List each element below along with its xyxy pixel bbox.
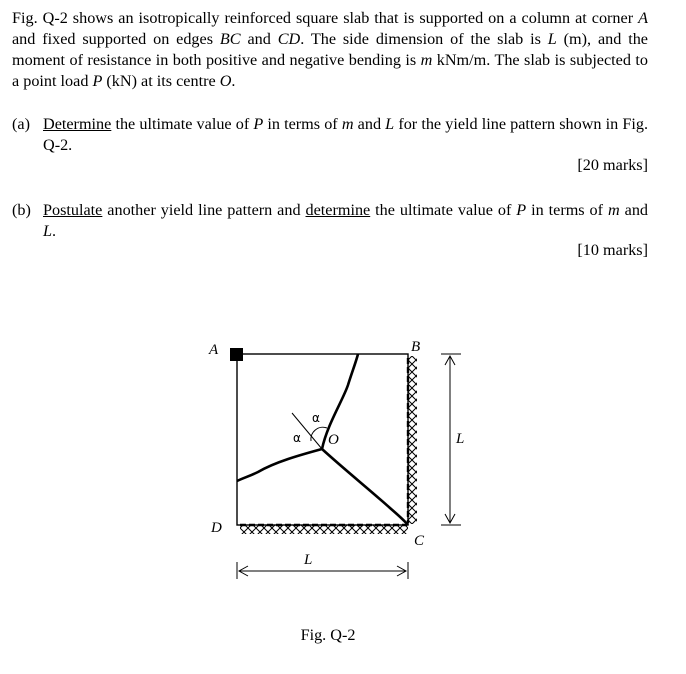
part-b-marks: [10 marks] bbox=[577, 241, 648, 259]
corner-c-label: C bbox=[414, 533, 425, 549]
alpha-upper-label: α bbox=[312, 411, 320, 425]
corner-d-label: D bbox=[211, 520, 222, 536]
part-b-label: (b) bbox=[12, 201, 31, 219]
problem-statement: Fig. Q-2 shows an isotropically reinforced square slab that is supported on a column at corner A and fixed supported on edges BC and CD. The side dimension of the slab is L (m), and the moment of resistance in both positive and negative bending is m kNm/m. The slab is subjected to a point load P (kN) at its centre O. bbox=[12, 9, 648, 90]
question-part-a bbox=[12, 114, 648, 156]
part-a-marks: [20 marks] bbox=[577, 156, 648, 174]
yield-line-to-corner-c bbox=[322, 449, 408, 525]
column-support-a bbox=[230, 348, 243, 361]
fixed-edge-cd bbox=[240, 525, 408, 534]
figure-caption: Fig. Q-2 bbox=[300, 626, 356, 644]
yield-line-to-edge-ad bbox=[237, 449, 322, 481]
corner-b-label: B bbox=[411, 339, 421, 355]
alpha-lower-label: α bbox=[293, 431, 301, 445]
part-a-label: (a) bbox=[12, 115, 30, 133]
dimension-vertical-label: L bbox=[456, 431, 465, 447]
slab-figure bbox=[190, 330, 490, 590]
part-a-text: Determine the ultimate value of P in terms of m and L for the yield line pattern shown in Fig. Q-2. bbox=[43, 115, 648, 154]
question-part-b bbox=[12, 200, 648, 242]
dimension-horizontal-label: L bbox=[304, 552, 313, 568]
slab-outline bbox=[237, 354, 408, 525]
part-b-text: Postulate another yield line pattern and determine the ultimate value of P in terms of m and L. bbox=[43, 201, 649, 240]
fixed-edge-bc bbox=[408, 356, 417, 524]
corner-a-label: A bbox=[209, 342, 219, 358]
centre-o-label: O bbox=[328, 432, 339, 448]
